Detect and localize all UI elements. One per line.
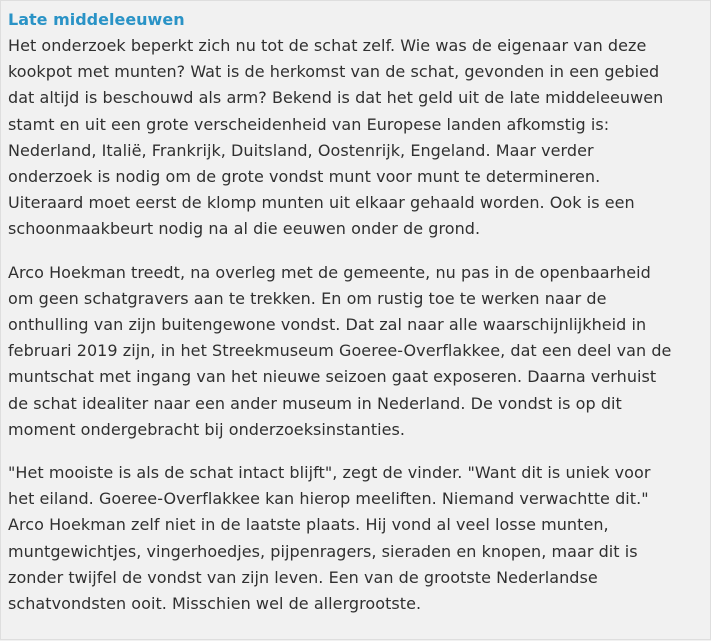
text-line: Arco Hoekman zelf niet in de laatste plaats. Hij vond al veel losse munten, bbox=[8, 515, 609, 535]
text-line: dat altijd is beschouwd als arm? Bekend is dat het geld uit de late middeleeuwen bbox=[8, 88, 664, 108]
text-line: zonder twijfel de vondst van zijn leven. Een van de grootste Nederlandse bbox=[8, 567, 598, 587]
text-line: schoonmaakbeurt nodig na al die eeuwen onder de grond. bbox=[8, 219, 481, 239]
paragraph-origin bbox=[8, 33, 702, 243]
article bbox=[1, 1, 711, 641]
text-line: onderzoek is nodig om de grote vondst munt voor munt te determineren. bbox=[8, 167, 601, 187]
text-line: muntgewichtjes, vingerhoedjes, pijpenragers, sieraden en knopen, maar dit is bbox=[8, 541, 638, 561]
text-line: Arco Hoekman treedt, na overleg met de gemeente, nu pas in de openbaarheid bbox=[8, 262, 651, 282]
text-line: stamt en uit een grote verscheidenheid van Europese landen afkomstig is: bbox=[8, 114, 610, 134]
paragraph-disclosure bbox=[8, 260, 702, 443]
text-line: "Het mooiste is als de schat intact blijft", zegt de vinder. "Want dit is uniek voor bbox=[8, 463, 651, 483]
text-line: Het onderzoek beperkt zich nu tot de schat zelf. Wie was de eigenaar van deze bbox=[8, 36, 647, 55]
text-line: Nederland, Italië, Frankrijk, Duitsland, Oostenrijk, Engeland. Maar verder bbox=[8, 140, 594, 160]
text-line: het eiland. Goeree-Overflakkee kan hierop meeliften. Niemand verwachtte dit." bbox=[8, 489, 649, 509]
section-heading: Late middeleeuwen bbox=[8, 10, 185, 29]
text-line: om geen schatgravers aan te trekken. En om rustig toe te werken naar de bbox=[8, 288, 607, 308]
text-line: moment ondergebracht bij onderzoeksinstanties. bbox=[8, 419, 406, 439]
text-line: kookpot met munten? Wat is de herkomst van de schat, gevonden in een gebied bbox=[8, 62, 660, 82]
text-line: februari 2019 zijn, in het Streekmuseum Goeree-Overflakkee, dat een deel van de bbox=[8, 341, 672, 361]
text-line: schatvondsten ooit. Misschien wel de allergrootste. bbox=[8, 594, 422, 614]
paragraph-quote bbox=[8, 460, 702, 617]
text-line: onthulling van zijn buitengewone vondst. Dat zal naar alle waarschijnlijkheid in bbox=[8, 315, 647, 335]
text-line: muntschat met ingang van het nieuwe seizoen gaat exposeren. Daarna verhuist bbox=[8, 367, 657, 387]
text-line: de schat idealiter naar een ander museum in Nederland. De vondst is op dit bbox=[8, 393, 622, 413]
text-line: Uiteraard moet eerst de klomp munten uit elkaar gehaald worden. Ook is een bbox=[8, 193, 635, 213]
